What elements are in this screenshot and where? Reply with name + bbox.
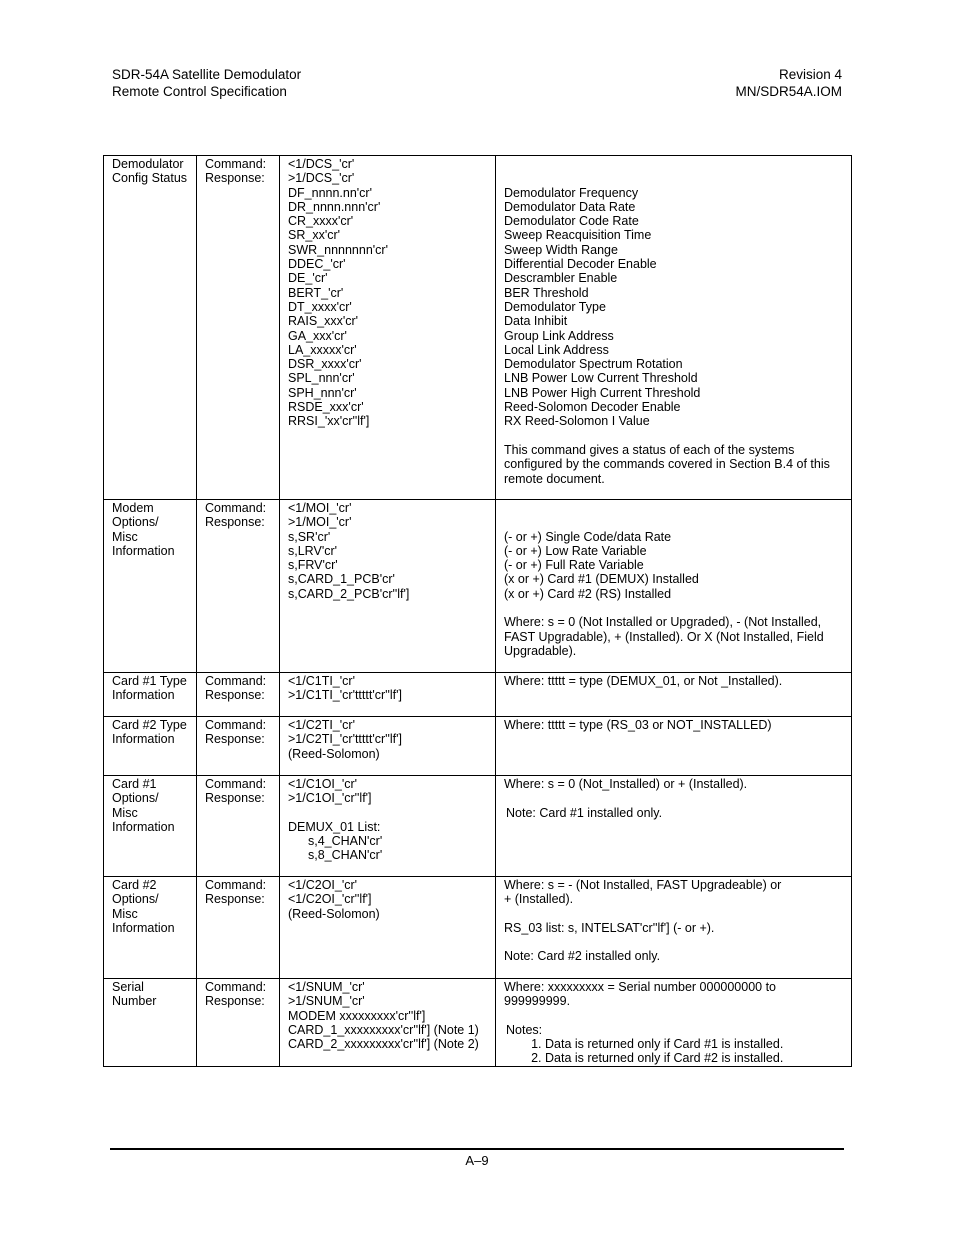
command-name: Misc: [112, 805, 138, 820]
response-label: Response:: [205, 791, 265, 806]
description-line: Where: s = - (Not Installed, FAST Upgradeable) or: [504, 878, 782, 892]
response-label: Response:: [205, 688, 265, 703]
syntax-line: s,CARD_1_PCB'cr': [288, 572, 395, 587]
description-cell: [496, 156, 852, 500]
syntax-line: LA_xxxxx'cr': [288, 342, 357, 357]
syntax-line: BERT_'cr': [288, 285, 344, 300]
command-label: Command:: [205, 980, 267, 994]
description-line: Sweep Width Range: [504, 242, 618, 257]
command-name: Serial: [112, 980, 144, 994]
description-cell: [496, 717, 852, 776]
command-name: Misc: [112, 529, 138, 544]
command-label: Command:: [205, 878, 267, 892]
command-name: Config Status: [112, 171, 188, 186]
note-line: Upgradable).: [504, 643, 577, 658]
syntax-line: <1/C2OI_'cr''lf']: [288, 892, 372, 907]
list-item: 2. Data is returned only if Card #2 is installed.: [545, 1051, 845, 1065]
command-name: Card #1 Type: [112, 674, 187, 688]
note-line: Note: Card #1 installed only.: [506, 805, 663, 820]
syntax-line: >1/C1TI_'cr'ttttt'cr''lf']: [288, 688, 402, 703]
command-label: Command:: [205, 157, 267, 171]
syntax-line: <1/C2TI_'cr': [288, 718, 355, 732]
note-line: remote document.: [504, 471, 605, 486]
syntax-line: CARD_2_xxxxxxxxx'cr''lf'] (Note 2): [288, 1037, 479, 1052]
description-line: Where: ttttt = type (DEMUX_01, or Not _Installed).: [504, 674, 783, 688]
table-row: [104, 877, 852, 979]
syntax-line: s,LRV'cr': [288, 543, 337, 558]
syntax-cell: [280, 673, 496, 717]
note-line: Note: Card #2 installed only.: [504, 949, 661, 964]
description-line: Reed-Solomon Decoder Enable: [504, 400, 681, 415]
list-item: s,4_CHAN'cr': [308, 834, 383, 849]
description-line: Differential Decoder Enable: [504, 257, 657, 272]
syntax-cell: [280, 500, 496, 673]
command-name: Misc: [112, 906, 138, 921]
label-cell: [197, 776, 280, 877]
command-name: Information: [112, 920, 175, 935]
syntax-line: >1/SNUM_'cr': [288, 994, 365, 1009]
command-name: Demodulator: [112, 157, 184, 171]
syntax-line: <1/MOI_'cr': [288, 501, 352, 515]
description-line: (- or +) Full Rate Variable: [504, 558, 644, 573]
command-label: Command:: [205, 674, 267, 688]
syntax-line: GA_xxx'cr': [288, 328, 347, 343]
label-cell: [197, 717, 280, 776]
syntax-cell: [280, 877, 496, 979]
response-label: Response:: [205, 171, 265, 186]
syntax-line: RRSI_'xx'cr''lf']: [288, 414, 370, 429]
command-table: [103, 155, 852, 1067]
page-number: A–9: [465, 1153, 489, 1168]
command-name-cell: [104, 979, 197, 1067]
label-cell: [197, 877, 280, 979]
syntax-line: DSR_xxxx'cr': [288, 357, 362, 372]
description-line: (- or +) Single Code/data Rate: [504, 529, 672, 544]
description-line: Sweep Reacquisition Time: [504, 228, 652, 243]
table-row: [104, 156, 852, 500]
syntax-line: (Reed-Solomon): [288, 746, 380, 761]
description-line: LNB Power High Current Threshold: [504, 385, 701, 400]
command-label: Command:: [205, 718, 267, 732]
syntax-cell: [280, 776, 496, 877]
syntax-line: MODEM xxxxxxxxx'cr''lf']: [288, 1008, 426, 1023]
command-name: Information: [112, 732, 175, 747]
syntax-line: s,CARD_2_PCB'cr''lf']: [288, 586, 410, 601]
header-left: [112, 67, 301, 100]
description-line: Where: xxxxxxxxx = Serial number 000000000 to: [504, 980, 777, 994]
syntax-line: s,SR'cr': [288, 529, 331, 544]
description-line: Data Inhibit: [504, 314, 568, 329]
syntax-line: CARD_1_xxxxxxxxx'cr''lf'] (Note 1): [288, 1022, 479, 1037]
list-line: RS_03 list: s, INTELSAT'cr''lf'] (- or +).: [504, 920, 715, 935]
header-right: [735, 67, 842, 100]
description-cell: [496, 500, 852, 673]
syntax-line: SPL_nnn'cr': [288, 371, 355, 386]
syntax-line: <1/C1OI_'cr': [288, 777, 358, 791]
syntax-line: >1/C1OI_'cr''lf']: [288, 791, 372, 806]
syntax-line: s,FRV'cr': [288, 558, 338, 573]
command-name: Options/: [112, 515, 159, 530]
note-line: configured by the commands covered in Section B.4 of this: [504, 457, 830, 472]
table-row: [104, 673, 852, 717]
notes-title: Notes:: [506, 1022, 543, 1037]
description-line: Local Link Address: [504, 342, 609, 357]
list-title: DEMUX_01 List:: [288, 819, 381, 834]
response-label: Response:: [205, 515, 265, 530]
description-line: RX Reed-Solomon I Value: [504, 414, 650, 429]
description-line: Where: ttttt = type (RS_03 or NOT_INSTALLED): [504, 718, 772, 732]
command-name-cell: [104, 673, 197, 717]
description-cell: [496, 877, 852, 979]
description-line: (x or +) Card #1 (DEMUX) Installed: [504, 572, 699, 587]
syntax-cell: [280, 717, 496, 776]
syntax-line: <1/C1TI_'cr': [288, 674, 355, 688]
command-name: Number: [112, 994, 157, 1009]
syntax-line: >1/MOI_'cr': [288, 515, 352, 530]
table-row: [104, 979, 852, 1067]
syntax-line: DT_xxxx'cr': [288, 299, 352, 314]
response-label: Response:: [205, 732, 265, 747]
description-line: LNB Power Low Current Threshold: [504, 371, 698, 386]
label-cell: [197, 673, 280, 717]
syntax-line: DE_'cr': [288, 271, 328, 286]
footer-divider: [110, 1148, 844, 1150]
table-row: [104, 500, 852, 673]
syntax-line: SR_xx'cr': [288, 228, 341, 243]
list-item: 1. Data is returned only if Card #1 is installed.: [545, 1037, 845, 1051]
description-line: 999999999.: [504, 994, 571, 1009]
command-name: Options/: [112, 791, 159, 806]
description-cell: [496, 673, 852, 717]
description-line: (- or +) Low Rate Variable: [504, 543, 647, 558]
syntax-line: RSDE_xxx'cr': [288, 400, 364, 415]
syntax-line: <1/DCS_'cr': [288, 157, 355, 171]
syntax-line: >1/DCS_'cr': [288, 171, 355, 186]
command-name: Options/: [112, 892, 159, 907]
note-line: FAST Upgradable), + (Installed). Or X (Not Installed, Field: [504, 629, 824, 644]
document-subtitle: Remote Control Specification: [112, 83, 287, 99]
command-name-cell: [104, 156, 197, 500]
description-cell: [496, 979, 852, 1067]
syntax-line: DR_nnnn.nnn'cr': [288, 199, 381, 214]
syntax-line: DDEC_'cr': [288, 257, 346, 272]
command-name: Modem: [112, 501, 154, 515]
syntax-line: CR_xxxx'cr': [288, 214, 354, 229]
command-label: Command:: [205, 777, 267, 791]
description-cell: [496, 776, 852, 877]
label-cell: [197, 156, 280, 500]
label-cell: [197, 979, 280, 1067]
document-title: SDR-54A Satellite Demodulator: [112, 67, 302, 82]
description-line: Demodulator Spectrum Rotation: [504, 357, 683, 372]
command-name-cell: [104, 717, 197, 776]
syntax-line: SWR_nnnnnnn'cr': [288, 242, 388, 257]
description-line: Descrambler Enable: [504, 271, 618, 286]
command-name-cell: [104, 877, 197, 979]
command-name: Card #1: [112, 777, 157, 791]
description-line: Demodulator Type: [504, 299, 606, 314]
revision-label: Revision 4: [778, 67, 842, 82]
syntax-line: (Reed-Solomon): [288, 906, 380, 921]
description-line: Demodulator Data Rate: [504, 199, 636, 214]
notes-list: [504, 1037, 845, 1066]
table-row: [104, 776, 852, 877]
command-name-cell: [104, 500, 197, 673]
syntax-cell: [280, 156, 496, 500]
syntax-line: DF_nnnn.nn'cr': [288, 185, 372, 200]
command-name: Card #2: [112, 878, 157, 892]
syntax-line: <1/SNUM_'cr': [288, 980, 365, 994]
command-label: Command:: [205, 501, 267, 515]
command-name: Information: [112, 688, 175, 703]
syntax-line: <1/C2OI_'cr': [288, 878, 358, 892]
command-name: Information: [112, 543, 175, 558]
note-line: This command gives a status of each of the systems: [504, 442, 795, 457]
response-label: Response:: [205, 994, 265, 1009]
command-name: Information: [112, 819, 175, 834]
description-line: (x or +) Card #2 (RS) Installed: [504, 586, 672, 601]
syntax-line: SPH_nnn'cr': [288, 385, 357, 400]
description-line: Where: s = 0 (Not_Installed) or + (Installed).: [504, 777, 748, 791]
description-line: BER Threshold: [504, 285, 589, 300]
label-cell: [197, 500, 280, 673]
list-item: s,8_CHAN'cr': [308, 848, 383, 863]
syntax-cell: [280, 979, 496, 1067]
table-row: [104, 717, 852, 776]
response-label: Response:: [205, 892, 265, 907]
description-line: + (Installed).: [504, 892, 574, 907]
description-line: Demodulator Code Rate: [504, 214, 639, 229]
description-line: Demodulator Frequency: [504, 185, 639, 200]
document-number: MN/SDR54A.IOM: [735, 83, 842, 99]
description-line: Group Link Address: [504, 328, 614, 343]
command-name-cell: [104, 776, 197, 877]
command-name: Card #2 Type: [112, 718, 187, 732]
note-line: Where: s = 0 (Not Installed or Upgraded), - (Not Installed,: [504, 615, 822, 630]
syntax-line: >1/C2TI_'cr'ttttt'cr''lf']: [288, 732, 402, 747]
syntax-line: RAIS_xxx'cr': [288, 314, 359, 329]
